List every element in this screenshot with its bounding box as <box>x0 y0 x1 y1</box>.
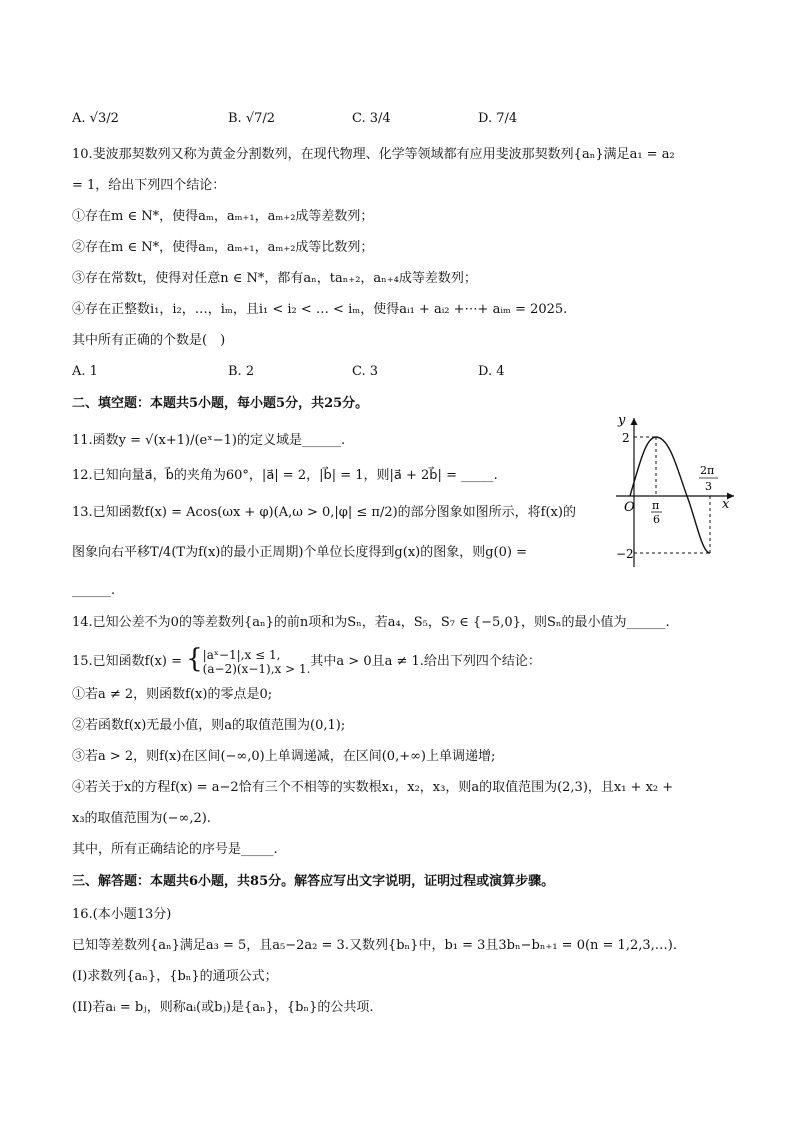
q10-option-d-value: 4 <box>496 364 505 379</box>
q10-option-c-value: 3 <box>369 364 379 379</box>
q15-question: 其中，所有正确结论的序号是_____. <box>72 842 278 857</box>
origin-label: O <box>624 500 635 515</box>
q10-line1: 10.斐波那契数列又称为黄金分割数列，在现代物理、化学等领域都有应用斐波那契数列{aₙ}满足a₁ = a₂ <box>72 147 675 162</box>
q9-option-b <box>228 110 275 128</box>
section-3-heading: 三、解答题：本题共6小题，共85分。解答应写出文字说明，证明过程或演算步骤。 <box>72 874 555 889</box>
q10-option-b <box>228 363 254 381</box>
y-min-label: −2 <box>616 547 634 561</box>
q16-part-2: (II)若aᵢ = bⱼ，则称aᵢ(或bⱼ)是{aₙ}，{bₙ}的公共项. <box>72 1000 374 1015</box>
q15-conclusion-2: ②若函数f(x)无最小值，则a的取值范围为(0,1); <box>72 718 346 733</box>
q9-option-c-letter: C. <box>352 111 366 126</box>
q15-conclusion-1: ①若a ≠ 2，则函数f(x)的零点是0; <box>72 687 273 702</box>
q13-function-graph <box>596 412 746 572</box>
q15-conclusion-3: ③若a > 2，则f(x)在区间(−∞,0)上单调递减，在区间(0,+∞)上单调递增; <box>72 749 496 764</box>
q15-prefix: 15.已知函数f(x) = <box>72 654 187 669</box>
section-2-heading: 二、填空题：本题共5小题，每小题5分，共25分。 <box>72 396 369 411</box>
y-axis-label: y <box>618 413 626 428</box>
q16-title: 16.(本小题13分) <box>72 907 172 922</box>
function-curve <box>630 437 710 553</box>
q10-option-b-value: 2 <box>245 364 255 379</box>
q10-conclusion-4: ④存在正整数i₁，i₂，…，iₘ，且i₁ < i₂ < … < iₘ，使得aᵢ₁ + aᵢ₂ +⋯+ aᵢₘ = 2025. <box>72 302 568 317</box>
q10-option-c-letter: C. <box>352 364 366 379</box>
q14: 14.已知公差不为0的等差数列{aₙ}的前n项和为Sₙ，若a₄，S₅，S₇ ∈ {−5,0}，则Sₙ的最小值为______. <box>72 615 670 630</box>
q11: 11.函数y = √(x+1)/(eˣ−1)的定义域是______. <box>72 433 346 448</box>
q10-option-a <box>72 363 98 381</box>
q12: 12.已知向量a⃗，b⃗的夹角为60°，|a⃗| = 2，|b⃗| = 1，则|a⃗ + 2b⃗| = _____. <box>72 468 498 483</box>
q9-option-c <box>352 110 391 128</box>
q10-conclusion-3: ③存在常数t，使得对任意n ∈ N*，都有aₙ，taₙ₊₂，aₙ₊₄成等差数列； <box>72 271 477 286</box>
q10-conclusion-1: ①存在m ∈ N*，使得aₘ，aₘ₊₁，aₘ₊₂成等差数列； <box>72 209 374 224</box>
q15-suffix: 其中a > 0且a ≠ 1.给出下列四个结论： <box>310 654 541 669</box>
q9-option-a-value: √3/2 <box>89 111 119 126</box>
q10-option-a-value: 1 <box>89 364 98 379</box>
q16-part-1: (I)求数列{aₙ}，{bₙ}的通项公式； <box>72 969 278 984</box>
q10-option-d <box>478 363 505 381</box>
q15-conclusion-4-line2: x₃的取值范围为(−∞,2). <box>72 811 211 826</box>
q10-option-c <box>352 363 378 381</box>
q10-conclusion-2: ②存在m ∈ N*，使得aₘ，aₘ₊₁，aₘ₊₂成等比数列； <box>72 240 374 255</box>
q13-line3: ______. <box>72 583 116 598</box>
q10-line2: = 1，给出下列四个结论： <box>72 178 226 193</box>
q15-cases <box>203 648 311 676</box>
q9-option-c-value: 3/4 <box>369 111 391 126</box>
q15-conclusion-4-line1: ④若关于x的方程f(x) = a−2恰有三个不相等的实数根x₁，x₂，x₃，则a的取值范围为(2,3)，且x₁ + x₂ + <box>72 780 674 795</box>
q15-stem <box>72 644 541 676</box>
x-end-label-denominator: 3 <box>705 480 712 493</box>
q10-option-d-letter: D. <box>478 364 493 379</box>
q10-option-b-letter: B. <box>228 364 242 379</box>
q13-line2: 图象向右平移T/4(T为f(x)的最小正周期)个单位长度得到g(x)的图象，则g(0) = <box>72 545 527 560</box>
q15-brace: { <box>186 644 203 674</box>
q9-option-b-letter: B. <box>228 111 242 126</box>
q9-option-d <box>478 110 517 128</box>
q9-option-a-letter: A. <box>72 111 86 126</box>
q15-case-2: (a−2)(x−1),x > 1. <box>202 662 311 676</box>
q9-option-a <box>72 110 119 128</box>
q10-option-a-letter: A. <box>72 364 86 379</box>
x-end-label-numerator: 2π <box>700 464 715 477</box>
q9-option-d-value: 7/4 <box>496 111 518 126</box>
q9-option-b-value: √7/2 <box>245 111 276 126</box>
x-peak-label-numerator: π <box>652 499 660 512</box>
y-max-label: 2 <box>622 431 630 445</box>
q13-line1: 13.已知函数f(x) = Acos(ωx + φ)(A,ω > 0,|φ| ≤ π/2)的部分图象如图所示，将f(x)的 <box>72 505 576 520</box>
q10-question: 其中所有正确的个数是( ) <box>72 333 226 348</box>
q15-case-1: |aˣ−1|,x ≤ 1, <box>202 648 281 662</box>
q16-stem: 已知等差数列{aₙ}满足a₃ = 5，且a₅−2a₂ = 3.又数列{bₙ}中，b₁ = 3且3bₙ−bₙ₊₁ = 0(n = 1,2,3,…). <box>72 938 677 953</box>
q9-option-d-letter: D. <box>478 111 493 126</box>
x-axis-label: x <box>722 497 730 512</box>
x-peak-label-denominator: 6 <box>653 513 660 526</box>
